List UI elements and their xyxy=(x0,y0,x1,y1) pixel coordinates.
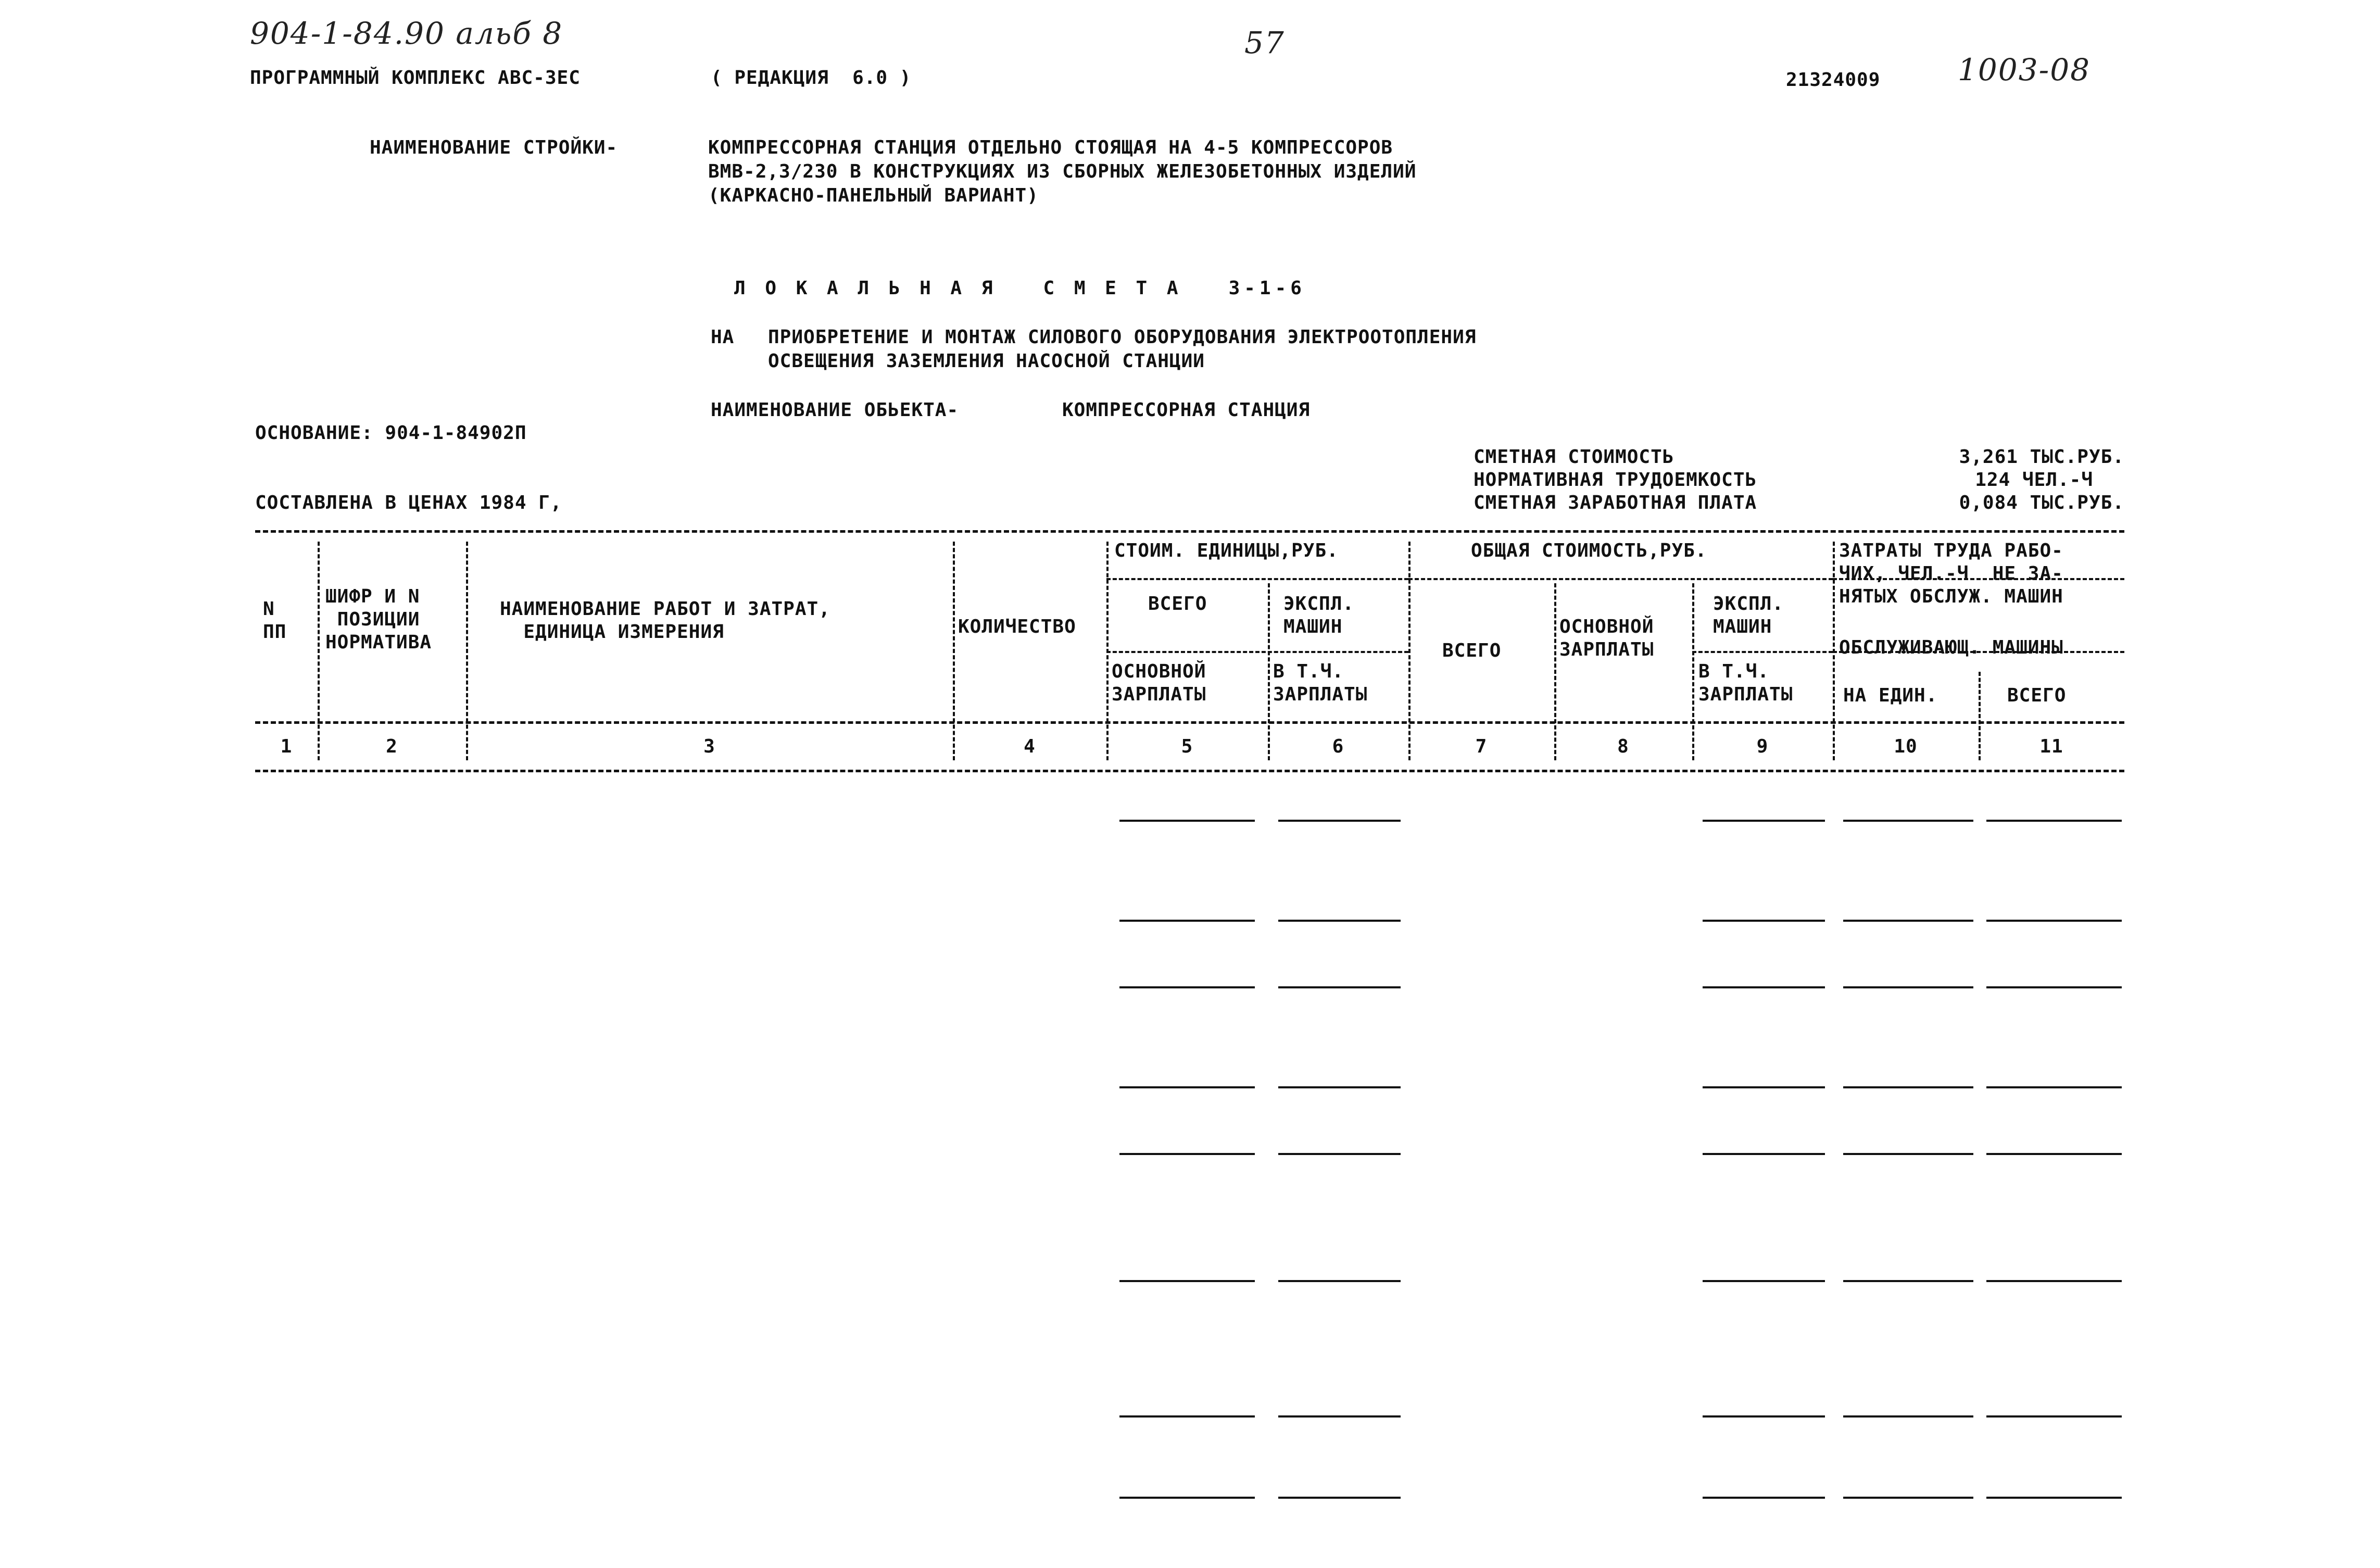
estimate-title: Л О К А Л Ь Н А Я С М Е Т А 3-1-6 xyxy=(734,278,1306,299)
cell-underline-c5 xyxy=(1119,920,1255,922)
summary-value-labor: 124 ЧЕЛ.-Ч xyxy=(1975,469,2093,491)
cell-underline-c9 xyxy=(1703,1497,1825,1499)
object-value: КОМПРЕССОРНАЯ СТАНЦИЯ xyxy=(1062,399,1311,421)
col-header-unit-mach-wage: В Т.Ч. ЗАРПЛАТЫ xyxy=(1273,661,1368,705)
cell-underline-c11 xyxy=(1986,920,2122,922)
cell-underline-c10 xyxy=(1843,1415,1973,1418)
cell-underline-c5 xyxy=(1119,1280,1255,1282)
cell-underline-c6 xyxy=(1278,986,1401,988)
cell-underline-c9 xyxy=(1703,1153,1825,1155)
summary-label-wage: СМЕТНАЯ ЗАРАБОТНАЯ ПЛАТА xyxy=(1474,492,1757,513)
cell-underline-c6 xyxy=(1278,920,1401,922)
divider-3 xyxy=(953,542,955,760)
col-header-total-all: ВСЕГО xyxy=(1442,640,1502,661)
header-top-rule xyxy=(255,530,2124,533)
cell-underline-c11 xyxy=(1986,1086,2122,1088)
cell-underline-c11 xyxy=(1986,1415,2122,1418)
col-header-total-wage: ОСНОВНОЙ ЗАРПЛАТЫ xyxy=(1559,616,1654,660)
subject-prefix: НА xyxy=(711,327,735,348)
cell-underline-c9 xyxy=(1703,920,1825,922)
cell-underline-c9 xyxy=(1703,1415,1825,1418)
cell-underline-c10 xyxy=(1843,1280,1973,1282)
document-code: 21324009 xyxy=(1786,69,1881,91)
subheader-rule-unit xyxy=(1106,578,1408,580)
cell-underline-c5 xyxy=(1119,1415,1255,1418)
cell-underline-c5 xyxy=(1119,820,1255,822)
construction-line-3: (КАРКАСНО-ПАНЕЛЬНЫЙ ВАРИАНТ) xyxy=(708,185,1039,206)
cell-underline-c11 xyxy=(1986,1497,2122,1499)
header-bottom-rule xyxy=(255,721,2124,724)
col-header-quantity: КОЛИЧЕСТВО xyxy=(958,616,1076,637)
cell-underline-c9 xyxy=(1703,820,1825,822)
cell-underline-c10 xyxy=(1843,820,1973,822)
object-label: НАИМЕНОВАНИЕ ОБЬЕКТА- xyxy=(711,399,959,421)
cell-underline-c5 xyxy=(1119,1153,1255,1155)
program-edition: ( РЕДАКЦИЯ 6.0 ) xyxy=(711,67,912,89)
col-header-total-mach-wage: В Т.Ч. ЗАРПЛАТЫ xyxy=(1698,661,1793,705)
col-header-name: НАИМЕНОВАНИЕ РАБОТ И ЗАТРАТ, ЕДИНИЦА ИЗМЕРЕНИЯ xyxy=(500,598,830,643)
cell-underline-c11 xyxy=(1986,1280,2122,1282)
col-number-4: 4 xyxy=(1024,736,1036,757)
cell-underline-c6 xyxy=(1278,1497,1401,1499)
numbers-bottom-rule xyxy=(255,770,2124,772)
col-number-6: 6 xyxy=(1332,736,1344,757)
col-number-7: 7 xyxy=(1475,736,1488,757)
cell-underline-c6 xyxy=(1278,1153,1401,1155)
col-number-5: 5 xyxy=(1181,736,1193,757)
summary-value-wage: 0,084 ТЫС.РУБ. xyxy=(1959,492,2124,513)
col-number-2: 2 xyxy=(386,736,398,757)
cell-underline-c5 xyxy=(1119,1497,1255,1499)
cell-underline-c11 xyxy=(1986,986,2122,988)
subheader-rule-total xyxy=(1408,578,1833,580)
handwritten-sheet-code: 1003-08 xyxy=(1958,52,2091,87)
construction-label: НАИМЕНОВАНИЕ СТРОЙКИ- xyxy=(370,137,618,158)
divider-5 xyxy=(1268,583,1270,760)
cell-underline-c10 xyxy=(1843,1153,1973,1155)
cell-underline-c10 xyxy=(1843,920,1973,922)
cell-underline-c9 xyxy=(1703,986,1825,988)
summary-value-cost: 3,261 ТЫС.РУБ. xyxy=(1959,446,2124,468)
col-header-labor-sub: ОБСЛУЖИВАЮЩ. МАШИНЫ xyxy=(1839,637,2063,658)
col-number-10: 10 xyxy=(1894,736,1918,757)
cell-underline-c6 xyxy=(1278,820,1401,822)
cell-underline-c6 xyxy=(1278,1086,1401,1088)
col-number-3: 3 xyxy=(703,736,715,757)
construction-line-2: ВМВ-2,3/230 В КОНСТРУКЦИЯХ ИЗ СБОРНЫХ ЖЕЛЕЗОБЕТОННЫХ ИЗДЕЛИЙ xyxy=(708,161,1417,182)
col-number-9: 9 xyxy=(1756,736,1769,757)
col-header-labor: ЗАТРАТЫ ТРУДА РАБО- ЧИХ, ЧЕЛ.-Ч НЕ ЗА- НЯТЫХ ОБСЛУЖ. МАШИН xyxy=(1839,540,2063,607)
cell-underline-c9 xyxy=(1703,1086,1825,1088)
cell-underline-c9 xyxy=(1703,1280,1825,1282)
col-header-labor-total: ВСЕГО xyxy=(2007,685,2067,706)
subject-line-1: ПРИОБРЕТЕНИЕ И МОНТАЖ СИЛОВОГО ОБОРУДОВАНИЯ ЭЛЕКТРООТОПЛЕНИЯ xyxy=(768,327,1477,348)
construction-line-1: КОМПРЕССОРНАЯ СТАНЦИЯ ОТДЕЛЬНО СТОЯЩАЯ НА 4-5 КОМПРЕССОРОВ xyxy=(708,137,1393,158)
cell-underline-c11 xyxy=(1986,1153,2122,1155)
cell-underline-c5 xyxy=(1119,1086,1255,1088)
prices-basis: СОСТАВЛЕНА В ЦЕНАХ 1984 Г, xyxy=(255,492,562,513)
col-header-unit-total: ВСЕГО xyxy=(1148,593,1207,614)
summary-label-cost: СМЕТНАЯ СТОИМОСТЬ xyxy=(1474,446,1674,468)
col-number-11: 11 xyxy=(2039,736,2063,757)
divider-1 xyxy=(318,542,320,760)
estimate-basis: ОСНОВАНИЕ: 904-1-84902П xyxy=(255,422,527,444)
divider-8 xyxy=(1692,583,1694,760)
program-name: ПРОГРАММНЫЙ КОМПЛЕКС АВС-ЗЕС xyxy=(250,67,581,89)
cell-underline-c6 xyxy=(1278,1415,1401,1418)
divider-2 xyxy=(466,542,468,760)
handwritten-doc-number: 904-1-84.90 альб 8 xyxy=(250,16,563,51)
divider-6 xyxy=(1408,542,1411,760)
subheader-rule-mach xyxy=(1692,651,1833,653)
cell-underline-c10 xyxy=(1843,1497,1973,1499)
subheader-rule-unit-2 xyxy=(1106,651,1408,653)
col-header-unit-mach: ЭКСПЛ. МАШИН xyxy=(1283,593,1355,637)
cell-underline-c5 xyxy=(1119,986,1255,988)
cell-underline-c11 xyxy=(1986,820,2122,822)
col-number-1: 1 xyxy=(280,736,293,757)
cell-underline-c10 xyxy=(1843,986,1973,988)
divider-7 xyxy=(1554,583,1556,760)
cell-underline-c10 xyxy=(1843,1086,1973,1088)
col-header-total-mach: ЭКСПЛ. МАШИН xyxy=(1713,593,1784,637)
subject-line-2: ОСВЕЩЕНИЯ ЗАЗЕМЛЕНИЯ НАСОСНОЙ СТАНЦИИ xyxy=(768,350,1205,372)
summary-label-labor: НОРМАТИВНАЯ ТРУДОЕМКОСТЬ xyxy=(1474,469,1757,491)
cell-underline-c6 xyxy=(1278,1280,1401,1282)
col-number-8: 8 xyxy=(1617,736,1629,757)
col-header-number: N ПП xyxy=(263,598,287,643)
col-header-unit-wage: ОСНОВНОЙ ЗАРПЛАТЫ xyxy=(1112,661,1206,705)
handwritten-page-number: 57 xyxy=(1244,25,1285,60)
col-header-code: ШИФР И N ПОЗИЦИИ НОРМАТИВА xyxy=(325,586,432,653)
col-header-unit-cost: СТОИМ. ЕДИНИЦЫ,РУБ. xyxy=(1114,540,1339,561)
col-header-labor-unit: НА ЕДИН. xyxy=(1843,685,1938,706)
col-header-total-cost: ОБЩАЯ СТОИМОСТЬ,РУБ. xyxy=(1471,540,1707,561)
